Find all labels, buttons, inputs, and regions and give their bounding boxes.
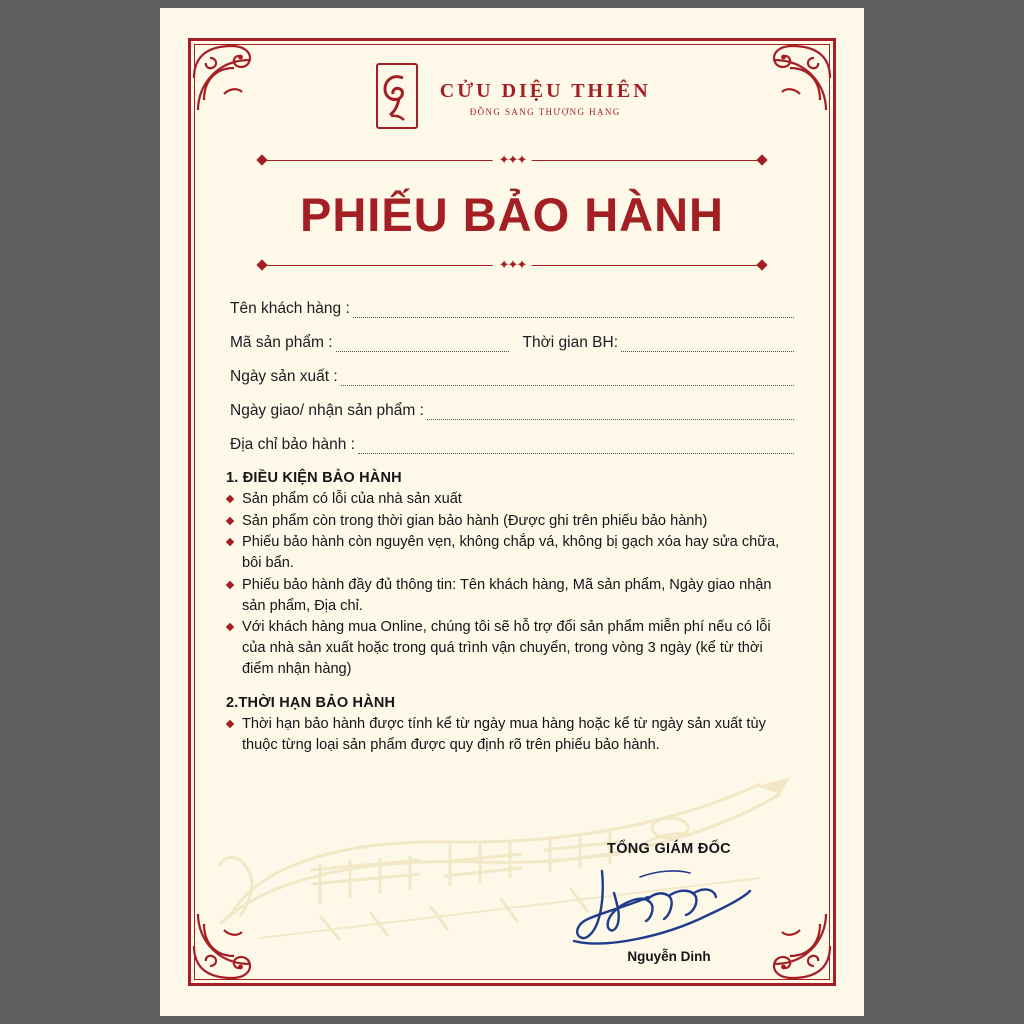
list-item-text: Sản phẩm còn trong thời gian bảo hành (Được ghi trên phiếu bảo hành) <box>242 512 708 529</box>
diamond-bullet-icon <box>226 720 234 728</box>
brand-text <box>440 80 651 117</box>
field-label: Ngày giao/ nhận sản phẩm : <box>230 402 424 419</box>
field-input-line[interactable] <box>427 406 794 420</box>
field-input-line[interactable] <box>353 304 794 318</box>
list-item <box>226 489 798 510</box>
field-delivery-date[interactable] <box>230 402 794 420</box>
list-item-text: Với khách hàng mua Online, chúng tôi sẽ hỗ trợ đổi sản phẩm miễn phí nếu có lỗi của nhà sản xuất hoặc trong quá trình vận chuyển, trong vòng 3 ngày (kể từ thời điểm nhận hàng) <box>242 619 771 677</box>
list-item-text: Thời hạn bảo hành được tính kể từ ngày mua hàng hoặc kể từ ngày sản xuất tùy thuộc từng loại sản phẩm được quy định rõ trên phiếu bảo hành. <box>242 716 766 754</box>
list-item <box>226 532 798 573</box>
field-input-line[interactable] <box>621 338 794 352</box>
period-list <box>226 714 798 755</box>
field-input-line[interactable] <box>336 338 509 352</box>
brand-tagline: ĐỒNG SANG THƯỢNG HẠNG <box>469 107 621 117</box>
diamond-bullet-icon <box>226 516 234 524</box>
field-warranty-address[interactable] <box>230 436 794 454</box>
brand-name: CỬU DIỆU THIÊN <box>439 80 651 102</box>
section-warranty-period <box>226 695 798 755</box>
card-content <box>222 54 802 968</box>
warranty-card-page <box>160 8 864 1016</box>
form-fields <box>230 300 794 454</box>
field-input-line[interactable] <box>341 372 794 386</box>
list-item <box>226 575 798 616</box>
divider-top <box>262 151 762 169</box>
field-label: Địa chỉ bảo hành : <box>230 436 355 453</box>
section-heading: 2.THỜI HẠN BẢO HÀNH <box>226 695 396 712</box>
list-item <box>226 714 798 755</box>
signature-title: TỔNG GIÁM ĐỐC <box>607 841 731 857</box>
page-title: PHIẾU BẢO HÀNH <box>300 188 724 241</box>
field-manufacture-date[interactable] <box>230 368 794 386</box>
signature-block <box>544 841 794 964</box>
condition-list <box>226 489 798 679</box>
brand-header <box>222 54 802 137</box>
handwritten-signature-icon <box>544 857 794 949</box>
field-label: Thời gian BH: <box>522 334 618 351</box>
field-product-code-and-warranty-time[interactable] <box>230 334 794 352</box>
diamond-bullet-icon <box>226 581 234 589</box>
divider-bottom <box>262 256 762 274</box>
diamond-bullet-icon <box>226 495 234 503</box>
list-item-text: Sản phẩm có lỗi của nhà sản xuất <box>242 491 462 507</box>
section-heading: 1. ĐIỀU KIỆN BẢO HÀNH <box>226 470 402 486</box>
field-input-line[interactable] <box>358 440 794 454</box>
list-item-text: Phiếu bảo hành còn nguyên vẹn, không chắp vá, không bị gạch xóa hay sửa chữa, bôi bẩn. <box>242 534 780 572</box>
diamond-bullet-icon <box>226 538 234 546</box>
diamond-bullet-icon <box>226 623 234 631</box>
list-item <box>226 617 798 679</box>
list-item <box>226 511 798 532</box>
knot-ornament-icon: ✦✦✦ <box>493 256 532 274</box>
knot-ornament-icon: ✦✦✦ <box>493 151 532 169</box>
signature-name: Nguyễn Dinh <box>627 949 711 964</box>
seal-logo-icon <box>373 60 421 137</box>
field-label: Mã sản phẩm : <box>230 334 333 351</box>
list-item-text: Phiếu bảo hành đầy đủ thông tin: Tên khách hàng, Mã sản phẩm, Ngày giao nhận sản phẩm, Địa chỉ. <box>242 576 772 614</box>
field-label: Ngày sản xuất : <box>230 368 338 385</box>
field-label: Tên khách hàng : <box>230 300 350 317</box>
section-warranty-conditions <box>226 470 798 679</box>
field-customer-name[interactable] <box>230 300 794 318</box>
